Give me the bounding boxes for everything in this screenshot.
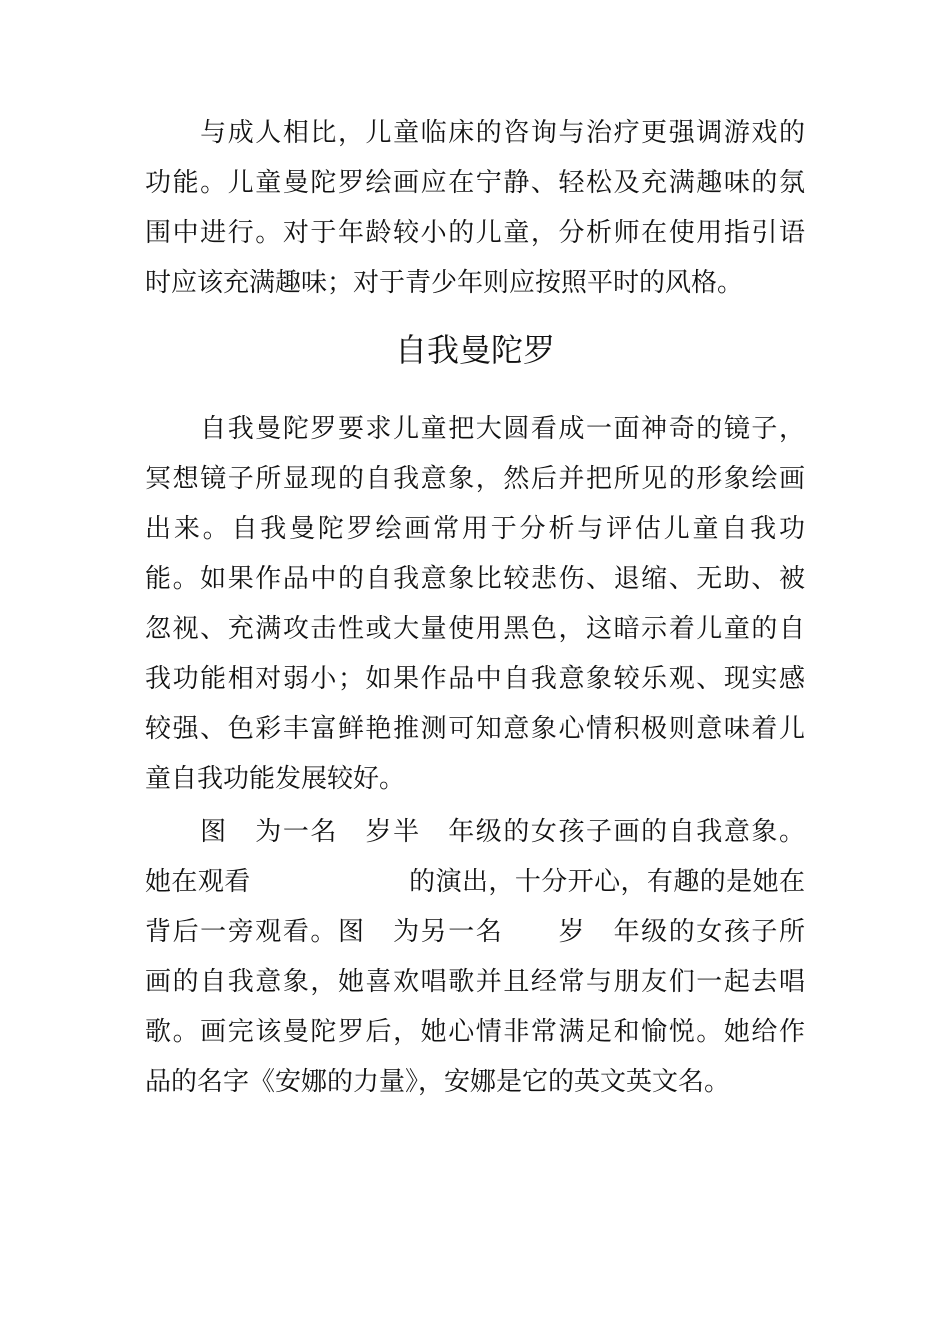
paragraph-2-line-5: 忽视、充满攻击性或大量使用黑色，这暗示着儿童的自 (145, 614, 805, 644)
paragraph-2-line-3: 出来。自我曼陀罗绘画常用于分析与评估儿童自我功 (145, 514, 805, 544)
paragraph-2-line-4: 能。如果作品中的自我意象比较悲伤、退缩、无助、被 (145, 564, 805, 594)
paragraph-3-line-6: 品的名字《安娜的力量》，安娜是它的英文英文名。 (145, 1067, 731, 1097)
paragraph-3-line-5: 歌。画完该曼陀罗后，她心情非常满足和愉悦。她给作 (145, 1017, 805, 1047)
paragraph-3-line-4: 画的自我意象，她喜欢唱歌并且经常与朋友们一起去唱 (145, 967, 805, 997)
paragraph-2-line-1: 自我曼陀罗要求儿童把大圆看成一面神奇的镜子， (145, 414, 805, 444)
paragraph-1-line-3: 围中进行。对于年龄较小的儿童，分析师在使用指引语 (145, 218, 805, 248)
paragraph-3-line-1: 图 为一名 岁半 年级的女孩子画的自我意象。 (145, 817, 805, 847)
paragraph-2-line-2: 冥想镜子所显现的自我意象，然后并把所见的形象绘画 (145, 464, 805, 494)
section-heading: 自我曼陀罗 (394, 331, 555, 369)
paragraph-1-line-2: 功能。儿童曼陀罗绘画应在宁静、轻松及充满趣味的氛 (145, 168, 805, 198)
paragraph-3-line-3: 背后一旁观看。图 为另一名 岁 年级的女孩子所 (145, 917, 805, 947)
paragraph-1-line-1: 与成人相比，儿童临床的咨询与治疗更强调游戏的 (145, 118, 805, 148)
paragraph-2-line-8: 童自我功能发展较好。 (145, 764, 406, 794)
paragraph-2-line-7: 较强、色彩丰富鲜艳推测可知意象心情积极则意味着儿 (145, 714, 805, 744)
paragraph-1-line-4: 时应该充满趣味；对于青少年则应按照平时的风格。 (145, 268, 744, 298)
paragraph-3-line-2: 她在观看 的演出，十分开心，有趣的是她在 (145, 867, 805, 897)
paragraph-2-line-6: 我功能相对弱小；如果作品中自我意象较乐观、现实感 (145, 664, 805, 694)
